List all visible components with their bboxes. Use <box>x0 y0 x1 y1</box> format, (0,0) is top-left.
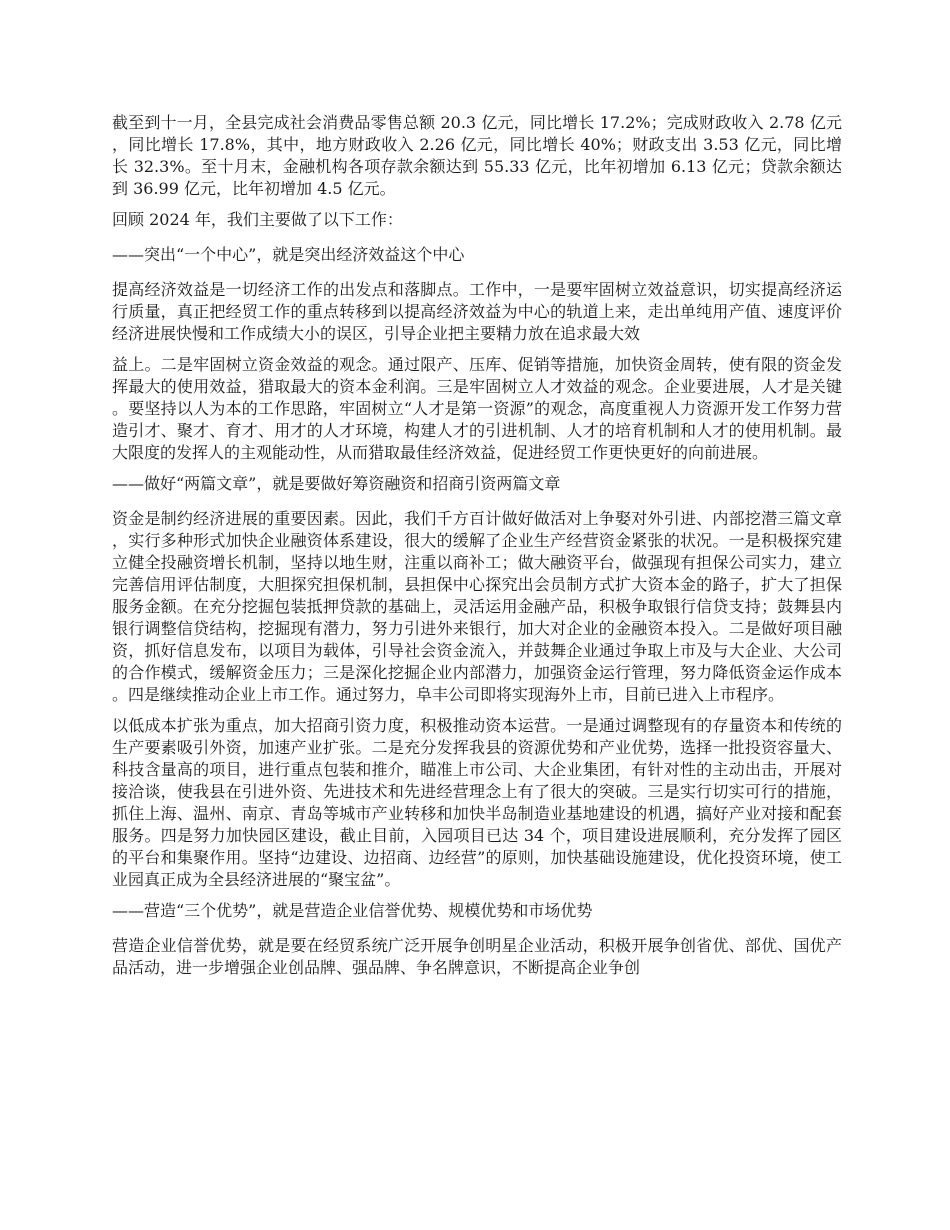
paragraph-capital-talent-efficiency: 益上。二是牢固树立资金效益的观念。通过限产、压库、促销等措施，加快资金周转，使有限的资金发挥最大的使用效益，猎取最大的资本金利润。三是牢固树立人才效益的观念。企业要进展，人才是关键。要坚持以人为本的工作思路，牢固树立“人才是第一资源”的观念，高度重视人力资源开发工作努力营造引才、聚才、育才、用才的人才环境，构建人才的引进机制、人才的培育机制和人才的使用机制。最大限度的发挥人的主观能动性，从而猎取最佳经济效益，促进经贸工作更快更好的向前进展。 <box>112 355 842 462</box>
section-heading-one-center: ——突出“一个中心”，就是突出经济效益这个中心 <box>112 245 465 264</box>
document-page <box>112 112 842 988</box>
paragraph-economic-efficiency: 提高经济效益是一切经济工作的出发点和落脚点。工作中，一是要牢固树立效益意识，切实提高经济运行质量，真正把经贸工作的重点转移到以提高经济效益为中心的轨道上来，走出单纯用产值、速度评价经济进展快慢和工作成绩大小的误区，引导企业把主要精力放在追求最大效 <box>112 280 842 343</box>
section-heading-three-advantages: ——营造“三个优势”，就是营造企业信誉优势、规模优势和市场优势 <box>112 901 593 920</box>
section-heading-two-articles: ——做好“两篇文章”，就是要做好筹资融资和招商引资两篇文章 <box>112 474 561 493</box>
paragraph-credit-advantage: 营造企业信誉优势，就是要在经贸系统广泛开展争创明星企业活动，积极开展争创省优、部优、国优产品活动，进一步增强企业创品牌、强品牌、争名牌意识，不断提高企业争创 <box>112 936 842 977</box>
paragraph-investment-attraction: 以低成本扩张为重点，加大招商引资力度，积极推动资本运营。一是通过调整现有的存量资本和传统的生产要素吸引外资，加速产业扩张。二是充分发挥我县的资源优势和产业优势，选择一批投资容量大、科技含量高的项目，进行重点包装和推介，瞄准上市公司、大企业集团，有针对性的主动出击，开展对接洽谈，使我县在引进外资、先进技术和先进经营理念上有了很大的突破。三是实行切实可行的措施，抓住上海、温州、南京、青岛等城市产业转移和加快半岛制造业基地建设的机遇，搞好产业对接和配套服务。四是努力加快园区建设，截止目前，入园项目已达 34 个，项目建设进展顺利，充分发挥了园区的平台和集聚作用。坚持“边建设、边招商、边经营”的原则，加快基础设施建设，优化投资环境，使工业园真正成为全县经济进展的“聚宝盆”。 <box>112 716 842 889</box>
paragraph-statistics: 截至到十一月，全县完成社会消费品零售总额 20.3 亿元，同比增长 17.2%；完成财政收入 2.78 亿元，同比增长 17.8%，其中，地方财政收入 2.26 亿元，同比增长 40%；财政支出 3.53 亿元，同比增长 32.3%。至十月末，金融机构各项存款余额达到 55.33 亿元，比年初增加 6.13 亿元；贷款余额达到 36.99 亿元，比年初增加 4.5 亿元。 <box>112 113 842 198</box>
paragraph-review-intro: 回顾 2024 年，我们主要做了以下工作： <box>112 210 403 229</box>
paragraph-financing: 资金是制约经济进展的重要因素。因此，我们千方百计做好做活对上争娶对外引进、内部挖潜三篇文章，实行多种形式加快企业融资体系建设，很大的缓解了企业生产经营资金紧张的状况。一是积极探究建立健全投融资增长机制，坚持以地生财，注重以商补工；做大融资平台，做强现有担保公司实力，建立完善信用评估制度，大胆探究担保机制，县担保中心探究出会员制方式扩大资本金的路子，扩大了担保服务金额。在充分挖掘包装抵押贷款的基础上，灵活运用金融产品，积极争取银行信贷支持；鼓舞县内银行调整信贷结构，挖掘现有潜力，努力引进外来银行，加大对企业的金融资本投入。二是做好项目融资，抓好信息发布，以项目为载体，引导社会资金流入，并鼓舞企业通过争取上市及与大企业、大公司的合作模式，缓解资金压力；三是深化挖掘企业内部潜力，加强资金运行管理，努力降低资金运作成本。四是继续推动企业上市工作。通过努力，阜丰公司即将实现海外上市，目前已进入上市程序。 <box>112 509 842 704</box>
